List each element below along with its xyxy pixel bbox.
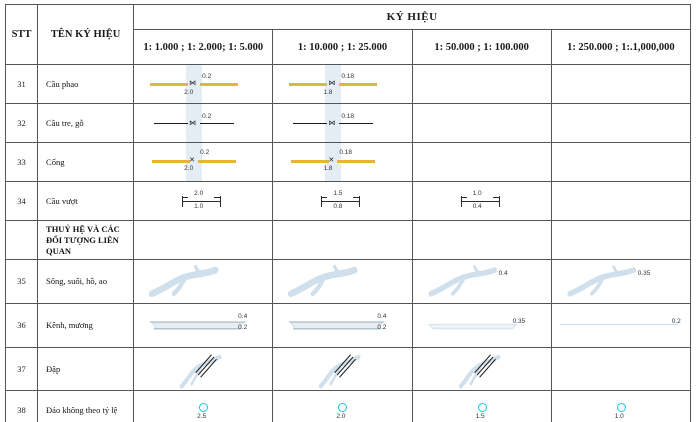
cell-symbol-name: Sông, suối, hồ, ao <box>38 260 134 304</box>
symbol-graphic: 2.5 <box>134 391 272 422</box>
symbol-graphic <box>134 348 272 391</box>
symbol-graphic: 0.4 0.2 <box>134 304 272 347</box>
cell-symbol-scale-3 <box>412 347 551 391</box>
cell-symbol-scale-1 <box>134 182 273 221</box>
cell-symbol-scale-2 <box>273 65 412 104</box>
cell-symbol-scale-1 <box>134 104 273 143</box>
cell-symbol-scale-2 <box>273 221 412 260</box>
cell-symbol-scale-4 <box>551 347 690 391</box>
cell-symbol-scale-3 <box>412 391 551 422</box>
cell-stt <box>6 221 38 260</box>
header-scale-2: 1: 10.000 ; 1: 25.000 <box>273 30 412 65</box>
cell-symbol-scale-2 <box>273 260 412 304</box>
table-header-top <box>6 5 691 30</box>
symbol-graphic <box>273 348 411 391</box>
symbol-graphic: 1.0 <box>552 391 690 422</box>
cell-symbol-scale-1 <box>134 260 273 304</box>
cell-symbol-name: Cống <box>38 143 134 182</box>
cell-symbol-scale-1 <box>134 303 273 347</box>
cell-stt: 36 <box>6 303 38 347</box>
cell-symbol-scale-2 <box>273 143 412 182</box>
cell-symbol-scale-3 <box>412 104 551 143</box>
symbol-graphic: 1.0 0.4 <box>413 182 551 220</box>
cell-symbol-name: Cầu vượt <box>38 182 134 221</box>
cell-symbol-name: Đảo không theo tỷ lệ <box>38 391 134 422</box>
cell-symbol-scale-3 <box>412 303 551 347</box>
symbol-graphic: ⋈ 0.2 2.0 <box>134 65 272 103</box>
header-kyhieu: KÝ HIỆU <box>134 5 691 30</box>
cell-symbol-scale-3 <box>412 182 551 221</box>
cell-symbol-scale-1 <box>134 347 273 391</box>
cell-symbol-name: Cầu tre, gỗ <box>38 104 134 143</box>
symbol-graphic: 0.4 <box>413 260 551 303</box>
cell-symbol-name: Kênh, mương <box>38 303 134 347</box>
cell-symbol-scale-3 <box>412 260 551 304</box>
cell-symbol-scale-1 <box>134 391 273 422</box>
table-row <box>6 303 691 347</box>
symbol-graphic <box>413 348 551 391</box>
table-body <box>6 65 691 422</box>
symbol-graphic: 0.35 <box>413 304 551 347</box>
symbol-graphic: ⋈ 0.18 1.8 <box>273 65 411 103</box>
cell-stt: 37 <box>6 347 38 391</box>
symbol-graphic: 1.5 <box>413 391 551 422</box>
cell-symbol-scale-2 <box>273 391 412 422</box>
symbol-graphic: 0.4 0.2 <box>273 304 411 347</box>
cell-symbol-scale-3 <box>412 221 551 260</box>
cell-symbol-scale-2 <box>273 303 412 347</box>
symbol-graphic: ✕ 0.18 1.8 <box>273 143 411 181</box>
table-row <box>6 391 691 422</box>
cell-symbol-scale-4 <box>551 182 690 221</box>
table-row <box>6 221 691 260</box>
cell-symbol-scale-2 <box>273 182 412 221</box>
cell-symbol-scale-4 <box>551 260 690 304</box>
cell-symbol-scale-2 <box>273 104 412 143</box>
cell-stt: 38 <box>6 391 38 422</box>
cell-symbol-scale-3 <box>412 143 551 182</box>
table-row <box>6 143 691 182</box>
header-scale-3: 1: 50.000 ; 1: 100.000 <box>412 30 551 65</box>
cell-stt: 31 <box>6 65 38 104</box>
cell-stt: 34 <box>6 182 38 221</box>
table-row <box>6 260 691 304</box>
symbol-graphic <box>273 260 411 303</box>
table-row <box>6 65 691 104</box>
cell-stt: 33 <box>6 143 38 182</box>
symbol-graphic: ✕ 0.2 2.0 <box>134 143 272 181</box>
header-stt: STT <box>6 5 38 65</box>
cell-symbol-scale-4 <box>551 143 690 182</box>
cell-symbol-scale-4 <box>551 303 690 347</box>
cell-symbol-scale-3 <box>412 65 551 104</box>
table-row <box>6 182 691 221</box>
cell-stt: 32 <box>6 104 38 143</box>
symbol-graphic: ⋈ 0.18 <box>273 104 411 142</box>
cell-symbol-scale-1 <box>134 65 273 104</box>
table-row <box>6 104 691 143</box>
cell-stt: 35 <box>6 260 38 304</box>
cell-symbol-scale-1 <box>134 143 273 182</box>
header-name: TÊN KÝ HIỆU <box>38 5 134 65</box>
cell-symbol-name: Đập <box>38 347 134 391</box>
header-scale-4: 1: 250.000 ; 1:.1,000,000 <box>551 30 690 65</box>
cell-symbol-scale-2 <box>273 347 412 391</box>
cell-symbol-name: THUỶ HỆ VÀ CÁC ĐỐI TƯỢNG LIÊN QUAN <box>38 221 134 260</box>
symbol-graphic: 2.0 <box>273 391 411 422</box>
symbol-graphic: 2.0 1.0 <box>134 182 272 220</box>
symbol-table <box>5 4 691 422</box>
cell-symbol-scale-4 <box>551 221 690 260</box>
cell-symbol-scale-1 <box>134 221 273 260</box>
symbol-graphic: 0.2 <box>552 304 690 347</box>
header-scale-1: 1: 1.000 ; 1: 2.000; 1: 5.000 <box>134 30 273 65</box>
symbol-graphic: ⋈ 0.2 <box>134 104 272 142</box>
symbol-graphic: 0.35 <box>552 260 690 303</box>
cell-symbol-scale-4 <box>551 65 690 104</box>
cell-symbol-scale-4 <box>551 104 690 143</box>
cell-symbol-name: Cầu phao <box>38 65 134 104</box>
symbol-graphic <box>134 260 272 303</box>
cell-symbol-scale-4 <box>551 391 690 422</box>
symbol-graphic: 1.5 0.8 <box>273 182 411 220</box>
table-row <box>6 347 691 391</box>
